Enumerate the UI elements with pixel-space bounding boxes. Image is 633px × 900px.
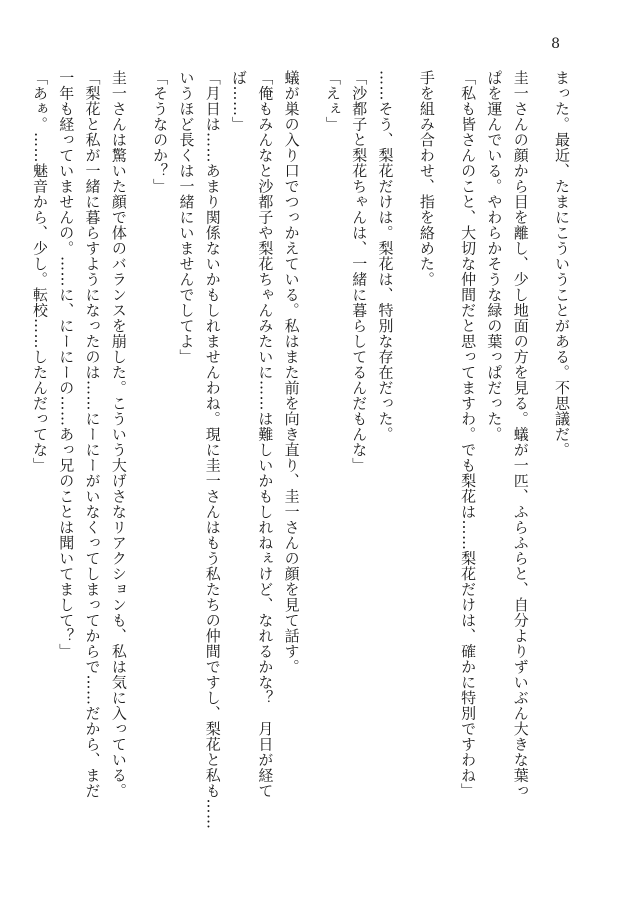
- text-line: 「あぁ。……魅音から、少し。転校……したんだってな」: [30, 70, 49, 473]
- text-line: ば……」: [230, 70, 249, 132]
- text-line: 「そうなのか？」: [151, 70, 170, 194]
- text-line: 「えぇ」: [323, 70, 342, 132]
- text-line: 「俺もみんなと沙都子や梨花ちゃんみたいに……は難しいかもしれねぇけど、なれるかな？ 月日が経て: [256, 70, 275, 799]
- text-line: 「梨花と私が一緒に暮らすようになったのは……にーにーがいなくってしまってからで……だから、まだ: [83, 70, 102, 799]
- text-line: ……そう、梨花だけは。梨花は、特別な存在だった。: [376, 70, 395, 442]
- text-line: 圭一さんの顔から目を離し、少し地面の方を見る。蟻が一匹、ふらふらと、自分よりずいぶん大きな葉っ: [511, 70, 530, 799]
- text-line: いうほど長くは一緒にいませんでしてよ」: [177, 70, 196, 365]
- text-line: 手を組み合わせ、指を絡めた。: [417, 70, 436, 287]
- vertical-text-block: [30, 70, 575, 850]
- text-line: ぱを運んでいる。やわらかそうな緑の葉っぱだった。: [485, 70, 504, 442]
- text-line: 一年も経っていませんの。……に、にーにーの……あっ兄のことは聞いてまして？」: [57, 70, 76, 659]
- text-line: 圭一さんは驚いた顔で体のバランスを崩した。こういう大げさなリアクションも、私は気に入っている。: [109, 70, 128, 799]
- text-line: まった。最近、たまにこういうことがある。不思議だ。: [553, 70, 571, 458]
- text-line: 「月日は……あまり関係ないかもしれませんわね。現に圭一さんはもう私たちの仲間ですし、梨花と私も……: [203, 70, 222, 830]
- text-line: 「沙都子と梨花ちゃんは、一緒に暮らしてるんだもんな」: [350, 70, 369, 473]
- text-line: 蟻が巣の入り口でつっかえている。私はまた前を向き直り、圭一さんの顔を見て話す。: [282, 70, 301, 675]
- text-line: 「私も皆さんのこと、大切な仲間だと思ってますわ。でも梨花は……梨花だけは、確かに特別ですわね」: [459, 70, 478, 799]
- page-number: 8: [551, 36, 560, 52]
